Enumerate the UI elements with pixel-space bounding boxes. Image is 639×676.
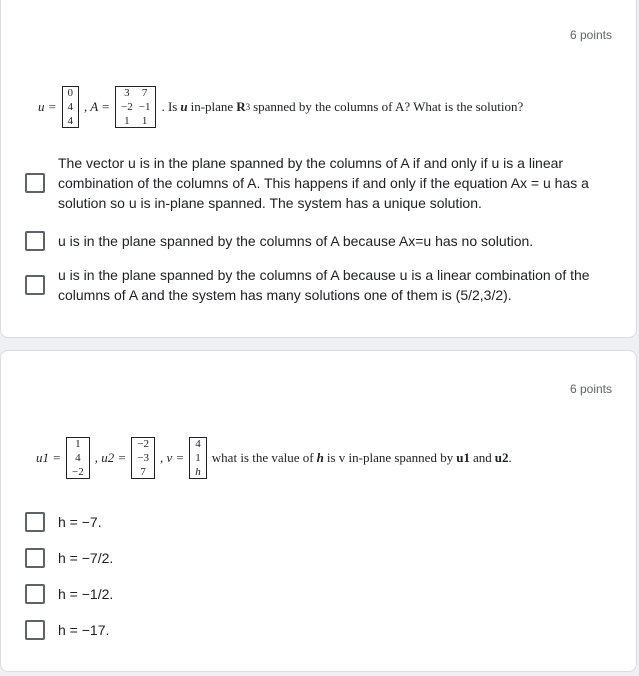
option-label: h = −7/2. [58,550,114,566]
option-label: u is in the plane spanned by the columns of A because Ax=u has no solution. [58,233,534,249]
checkbox[interactable] [25,231,45,251]
a-matrix: 3 7 −2 −1 1 1 [115,86,156,128]
checkbox[interactable] [25,620,45,640]
option-label: h = −7. [58,514,102,530]
option-2-1[interactable] [25,512,612,532]
points-label: 6 points [569,28,612,42]
u1-vector: 1 4 −2 [66,437,90,479]
question-2-text: u1 = 1 4 −2 , u2 = −2 −3 7 , v = 4 1 h what is the value of h is v in-plane spanned by u1 and u2 . [36,438,512,478]
option-2-2[interactable] [25,548,612,568]
option-label: h = −17. [58,622,110,638]
checkbox[interactable] [25,275,45,295]
question-card-2 [0,350,637,672]
v-vector: 4 1 h [189,437,207,479]
u1-label: u1 = [36,450,62,465]
checkbox[interactable] [25,584,45,604]
checkbox[interactable] [25,548,45,568]
option-1-1[interactable] [25,153,612,213]
points-label: 6 points [569,382,612,396]
v-label: , v = [160,450,185,465]
u2-label: , u2 = [94,450,127,465]
a-label: , A = [84,99,111,114]
option-1-3[interactable] [25,265,612,305]
u-vector: 0 4 4 [62,86,80,128]
option-label: The vector u is in the plane spanned by the columns of A if and only if u is a linear combination of the columns of A. This happens if and only if the equation Ax = u has a solution so u is in-plane spanned. The system has a unique solution. [58,155,589,211]
option-1-2[interactable] [25,231,612,251]
option-label: u is in the plane spanned by the columns of A because u is a linear combination of the columns of A and the system has many solutions one of them is (5/2,3/2). [58,267,590,303]
checkbox[interactable] [25,512,45,532]
option-2-3[interactable] [25,584,612,604]
option-label: h = −1/2. [58,586,114,602]
question-1-text: u = 0 4 4 , A = 3 7 −2 −1 1 1 . Is u in-plane R 3 spanned by the columns of A? What is the solution? [38,87,524,127]
u-label: u = [38,99,57,114]
u2-vector: −2 −3 7 [131,437,155,479]
option-2-4[interactable] [25,620,612,640]
checkbox[interactable] [25,173,45,193]
question-card-1 [0,0,637,338]
